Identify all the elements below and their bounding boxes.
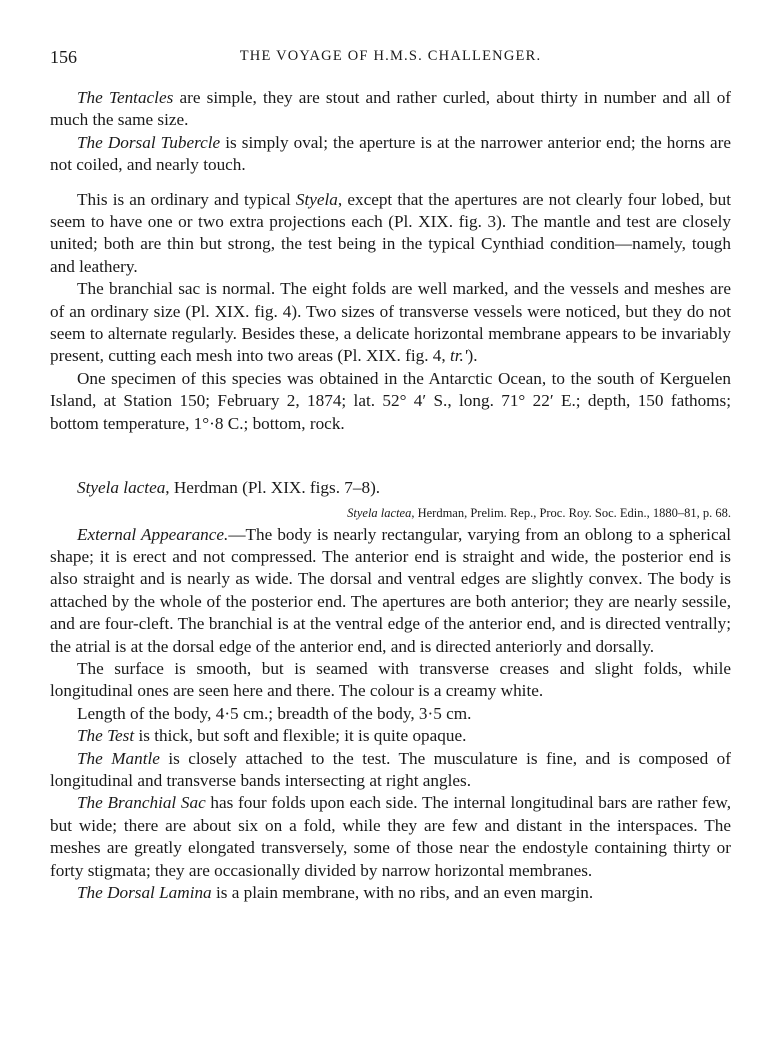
citation-species-name: Styela lactea [347,505,412,520]
page-header [50,47,731,77]
ordinary-genus: Styela [295,189,338,209]
paragraph-branchial-sac [50,792,731,882]
species-name: Styela lactea [77,478,166,498]
branchial-sac-label: The Branchial Sac [77,793,206,813]
paragraph-mantle [50,748,731,793]
external-appearance-label: External Appearance. [77,524,229,544]
surface-text: The surface is smooth, but is seamed with transverse creases and slight folds, while longitudinal ones are seen here and there. The colour is a creamy white. [50,658,731,701]
running-head: THE VOYAGE OF H.M.S. CHALLENGER. [239,48,542,64]
test-text: is thick, but soft and flexible; it is quite opaque. [134,726,467,746]
mantle-label: The Mantle [77,748,160,768]
paragraph-surface [50,658,731,703]
citation-reference: , Herdman, Prelim. Rep., Proc. Roy. Soc. Edin., 1880–81, p. 68. [411,505,731,520]
branchial-text-after: ). [467,346,478,366]
specimen-text: One specimen of this species was obtained in the Antarctic Ocean, to the south of Kerguelen Island, at Station 150; February 2, 1874; lat. 52° 4′ S., long. 71° 22′ E.; depth, 150 fathoms; bottom temperature, 1°·8 C.; bottom, rock. [50,368,731,433]
paragraph-branchial-sac-normal [50,278,731,368]
page-number: 156 [50,47,77,67]
dorsal-tubercle-text: is simply oval; the aperture is at the narrower anterior end; the horns are not coiled, and nearly touch. [50,132,731,175]
ordinary-text-after: , except that the apertures are not clearly four lobed, but seem to have one or two extra projections each (Pl. XIX. fig. 3). The mantle and test are closely united; both are thin but strong, the test being in the typical Cynthiad condition—namely, tough and leathery. [50,189,731,276]
dorsal-tubercle-label: The Dorsal Tubercle [77,132,221,152]
dorsal-lamina-label: The Dorsal Lamina [77,883,212,902]
branchial-abbreviation: tr.' [450,346,468,366]
paragraph-dorsal-lamina [50,882,731,904]
species-author: , Herdman (Pl. XIX. figs. 7–8). [165,478,381,498]
test-label: The Test [77,726,135,746]
paragraph-ordinary-styela [50,189,731,279]
document-page [50,0,731,904]
paragraph-external-appearance [50,524,731,658]
mantle-text: is closely attached to the test. The musculature is fine, and is composed of longitudinal and transverse bands intersecting at right angles. [50,748,731,790]
species-citation [50,504,731,522]
branchial-sac-text: has four folds upon each side. The internal longitudinal bars are rather few, but wide; there are about six on a fold, while they are few and distant in the interspaces. The meshes are greatly elongated transversely, some of those near the endostyle containing thirty or forty stigmata; they are occasionally divided by narrow horizontal membranes. [50,793,731,880]
branchial-text-before: The branchial sac is normal. The eight folds are well marked, and the vessels and meshes are of an ordinary size (Pl. XIX. fig. 4). Two sizes of transverse vessels were noticed, but they do not seem to alternate regularly. Besides these, a delicate horizontal membrane appears to be invariably present, cutting each mesh into two areas (Pl. XIX. fig. 4, [50,279,731,366]
paragraph-length [50,703,731,725]
tentacles-label: The Tentacles [77,88,174,107]
species-heading [50,477,731,499]
paragraph-test [50,725,731,747]
paragraph-specimen-locality [50,368,731,435]
ordinary-text-before: This is an ordinary and typical [77,189,296,209]
external-appearance-text: —The body is nearly rectangular, varying from an oblong to a spherical shape; it is erect and not compressed. The anterior end is straight and wide, the posterior end is also straight and is nearly as wide. The dorsal and ventral edges are slightly convex. The body is attached by the whole of the posterior end. The apertures are both anterior; they are nearly sessile, and are four-cleft. The branchial is at the ventral edge of the anterior end, and is directed ventrally; the atrial is at the dorsal edge of the anterior end, and is directed anteriorly and dorsally. [50,524,731,656]
length-text: Length of the body, 4·5 cm.; breadth of the body, 3·5 cm. [77,703,472,723]
paragraph-dorsal-tubercle [50,132,731,177]
dorsal-lamina-text: is a plain membrane, with no ribs, and an even margin. [211,883,594,902]
paragraph-tentacles [50,87,731,132]
tentacles-text: are simple, they are stout and rather curled, about thirty in number and all of much the same size. [50,88,732,130]
